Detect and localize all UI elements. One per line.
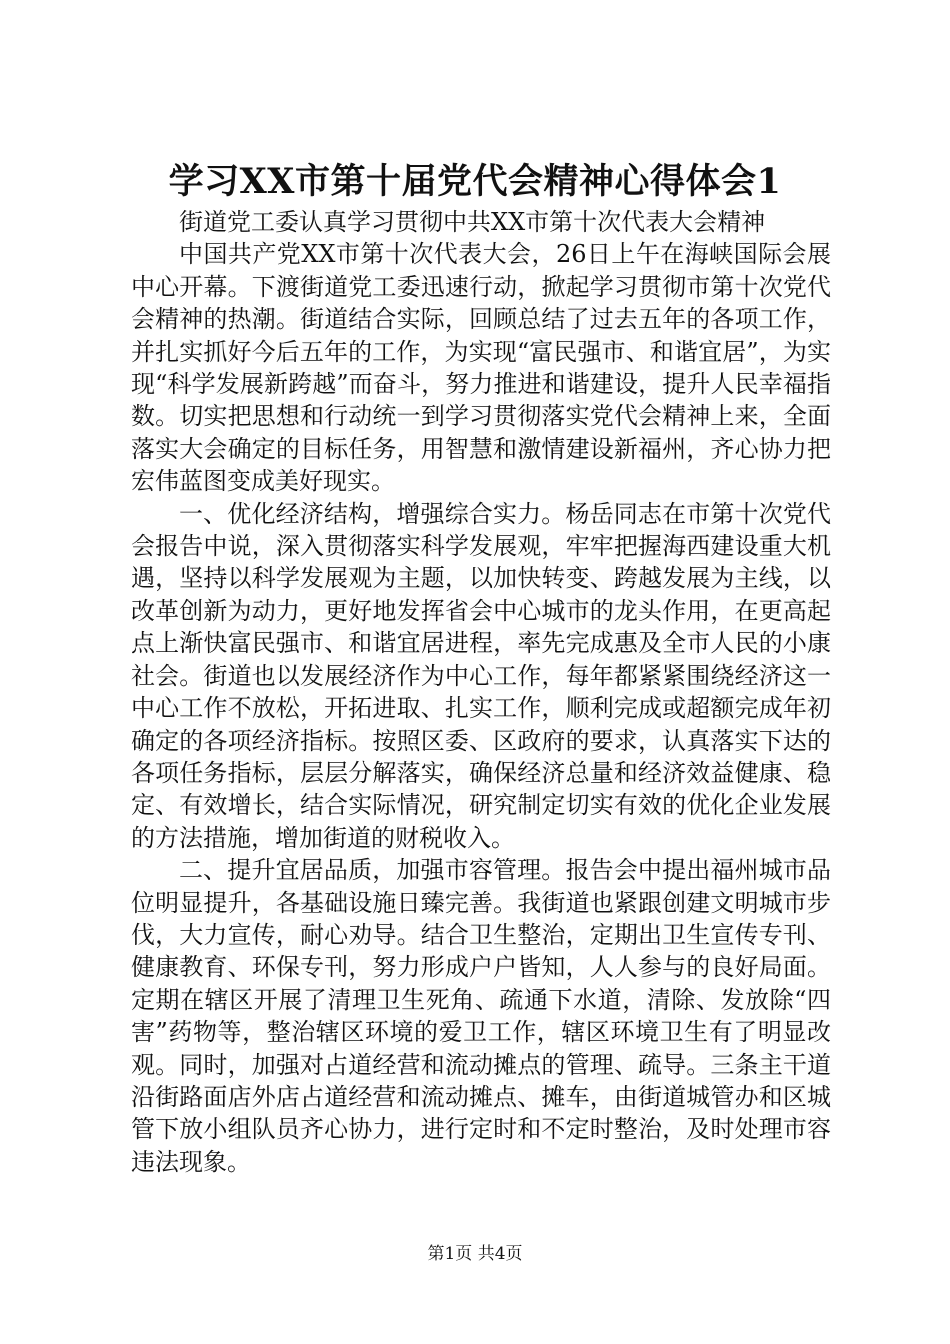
document-body <box>131 206 831 1178</box>
page-footer <box>0 1242 950 1266</box>
paragraph-subtitle: 街道党工委认真学习贯彻中共XX市第十次代表大会精神 <box>179 208 766 236</box>
page-total: 共4页 <box>477 1244 523 1264</box>
paragraph-city-management: 二、提升宜居品质，加强市容管理。报告会中提出福州城市品位明显提升，各基础设施日臻完善。我街道也紧跟创建文明城市步伐，大力宣传，耐心劝导。结合卫生整治，定期出卫生宣传专刊、健康教育、环保专刊，努力形成户户皆知，人人参与的良好局面。定期在辖区开展了清理卫生死角、疏通下水道，清除、发放除“四害”药物等，整治辖区环境的爱卫工作，辖区环境卫生有了明显改观。同时，加强对占道经营和流动摊点的管理、疏导。三条主干道沿街路面店外店占道经营和流动摊点、摊车，由街道城管办和区城管下放小组队员齐心协力，进行定时和不定时整治，及时处理市容违法现象。 <box>131 856 831 1176</box>
paragraph-intro: 中国共产党XX市第十次代表大会，26日上午在海峡国际会展中心开幕。下渡街道党工委迅速行动，掀起学习贯彻市第十次党代会精神的热潮。街道结合实际，回顾总结了过去五年的各项工作，并扎实抓好今后五年的工作，为实现“富民强市、和谐宜居”，为实现“科学发展新跨越”而奋斗，努力推进和谐建设，提升人民幸福指数。切实把思想和行动统一到学习贯彻落实党代会精神上来，全面落实大会确定的目标任务，用智慧和激情建设新福州，齐心协力把宏伟蓝图变成美好现实。 <box>131 240 831 496</box>
document-title: 学习XX市第十届党代会精神心得体会1 <box>168 161 782 202</box>
paragraph-economy: 一、优化经济结构，增强综合实力。杨岳同志在市第十次党代会报告中说，深入贯彻落实科学发展观，牢牢把握海西建设重大机遇，坚持以科学发展观为主题，以加快转变、跨越发展为主线，以改革创新为动力，更好地发挥省会中心城市的龙头作用，在更高起点上渐快富民强市、和谐宜居进程，率先完成惠及全市人民的小康社会。街道也以发展经济作为中心工作，每年都紧紧围绕经济这一中心工作不放松，开拓进取、扎实工作，顺利完成或超额完成年初确定的各项经济指标。按照区委、区政府的要求，认真落实下达的各项任务指标，层层分解落实，确保经济总量和经济效益健康、稳定、有效增长，结合实际情况，研究制定切实有效的优化企业发展的方法措施，增加街道的财税收入。 <box>131 499 831 852</box>
page-number: 第1页 <box>427 1244 473 1264</box>
